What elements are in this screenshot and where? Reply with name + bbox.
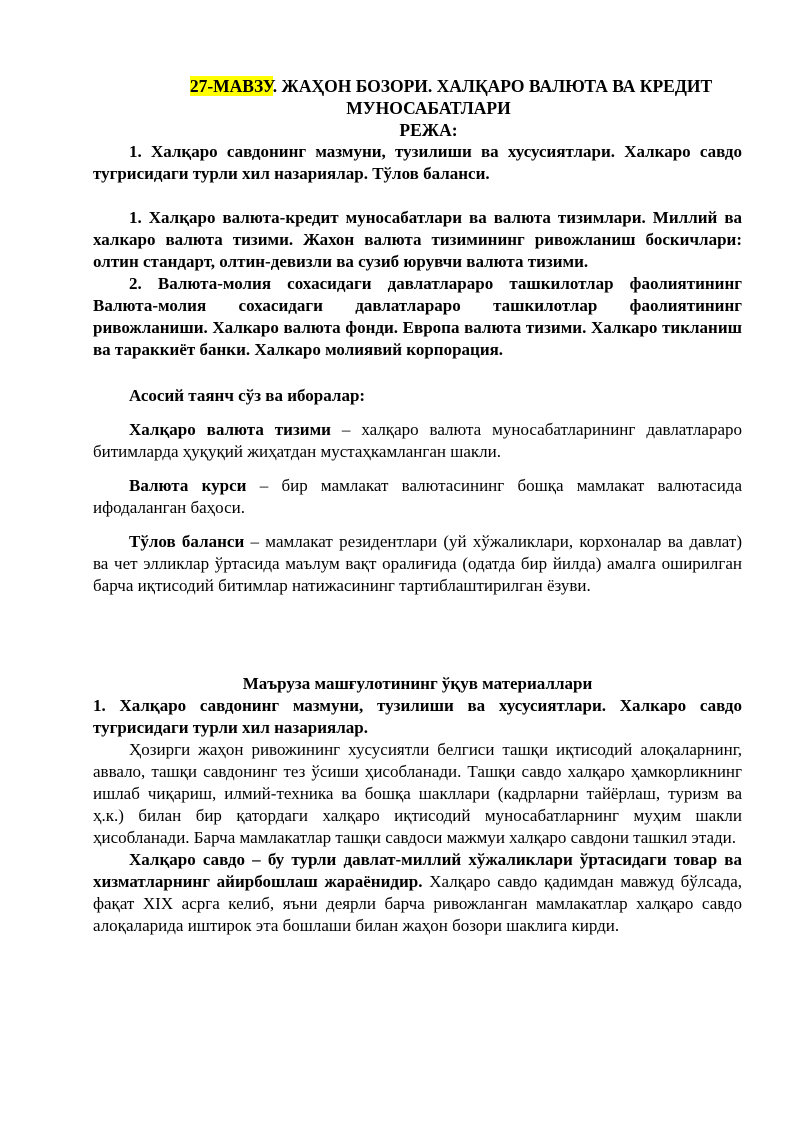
lecture-paragraph-2-rest: Халқаро савдо қадимдан мавжуд бўлсада, фақат XIX асрга келиб, яъни деярли барча ривожланган мамлакатлар халқаро савдо алоқаларида иштирок эта бошлаши билан жаҳон бозори шаклига кирди. bbox=[93, 872, 742, 935]
plan-heading: РЕЖА: bbox=[399, 120, 458, 140]
key-term-2-term: Валюта курси bbox=[129, 476, 247, 495]
key-term-2-definition: – бир мамлакат валютасининг бошқа мамлакат валютасида ифодаланган баҳоси. bbox=[93, 476, 742, 517]
title-line-1-rest: . ЖАҲОН БОЗОРИ. ХАЛҚАРО ВАЛЮТА ВА КРЕДИТ bbox=[272, 76, 713, 96]
topic-number-highlight: 27-МАВЗУ bbox=[189, 76, 273, 96]
key-term-3 bbox=[93, 531, 742, 597]
plan-item-2: 1. Халқаро валюта-кредит муносабатлари ва валюта тизимлари. Миллий ва халкаро валюта тизими. Жахон валюта тизимининг ривожланиш боскичлари: олтин стандарт, олтин-девизли ва сузиб юрувчи валюта тизими. bbox=[93, 208, 742, 271]
key-term-1 bbox=[93, 419, 742, 463]
lecture-paragraph-2 bbox=[93, 849, 742, 937]
title-line-2: МУНОСАБАТЛАРИ bbox=[346, 98, 511, 118]
lecture-heading: Маъруза машғулотининг ўқув материаллари bbox=[242, 674, 593, 693]
key-term-1-definition: – халқаро валюта муносабатларининг давлатлараро битимларда ҳуқуқий жиҳатдан мустаҳкамланган шакли. bbox=[93, 420, 742, 461]
lecture-paragraph-2-definition: Халқаро савдо – бу турли давлат-миллий хўжаликлари ўртасидаги товар ва хизматларнинг айирбошлаш жараёнидир. bbox=[93, 850, 742, 891]
key-term-3-term: Тўлов баланси bbox=[129, 532, 245, 551]
plan-item-3: 2. Валюта-молия сохасидаги давлатлараро ташкилотлар фаолиятининг Валюта-молия сохасидаги давлатлараро ташкилотлар фаолиятининг ривожланиши. Халкаро валюта фонди. Европа валюта тизими. Халкаро тикланиш ва тараккиёт банки. Халкаро молиявий корпорация. bbox=[93, 274, 742, 359]
key-term-2 bbox=[93, 475, 742, 519]
plan-item-1: 1. Халқаро савдонинг мазмуни, тузилиши ва хусусиятлари. Халкаро савдо тугрисидаги турли хил назариялар. Тўлов баланси. bbox=[93, 142, 742, 183]
document-title bbox=[115, 75, 742, 141]
key-term-1-term: Халқаро валюта тизими bbox=[129, 420, 331, 439]
lecture-paragraph-1: Ҳозирги жаҳон ривожининг хусусиятли белгиси ташқи иқтисодий алоқаларнинг, аввало, ташқи савдонинг тез ўсиши ҳисобланади. Ташқи савдо халқаро ҳамкорликнинг ишлаб чиқариш, илмий-техника ва бошқа шакллари (кадрларни тайёрлаш, туризм ва ҳ.к.) билан бир қатордаги халқаро иқтисодий муносабатларнинг муҳим шакли ҳисобланади. Барча мамлакатлар ташқи савдоси мажмуи халқаро савдони ташкил этади. bbox=[93, 740, 742, 847]
title-line-1 bbox=[115, 75, 742, 97]
lecture-section-title: 1. Халқаро савдонинг мазмуни, тузилиши ва хусусиятлари. Халкаро савдо тугрисидаги турли хил назариялар. bbox=[93, 696, 742, 737]
key-terms-heading: Асосий таянч сўз ва иборалар: bbox=[129, 386, 366, 405]
key-term-3-definition: – мамлакат резидентлари (уй хўжаликлари, корхоналар ва давлат) ва чет элликлар ўртасида маълум вақт оралиғида (одатда бир йилда) амалга оширилган барча иқтисодий битимлар натижасининг тартиблаштирилган ёзуви. bbox=[93, 532, 742, 595]
